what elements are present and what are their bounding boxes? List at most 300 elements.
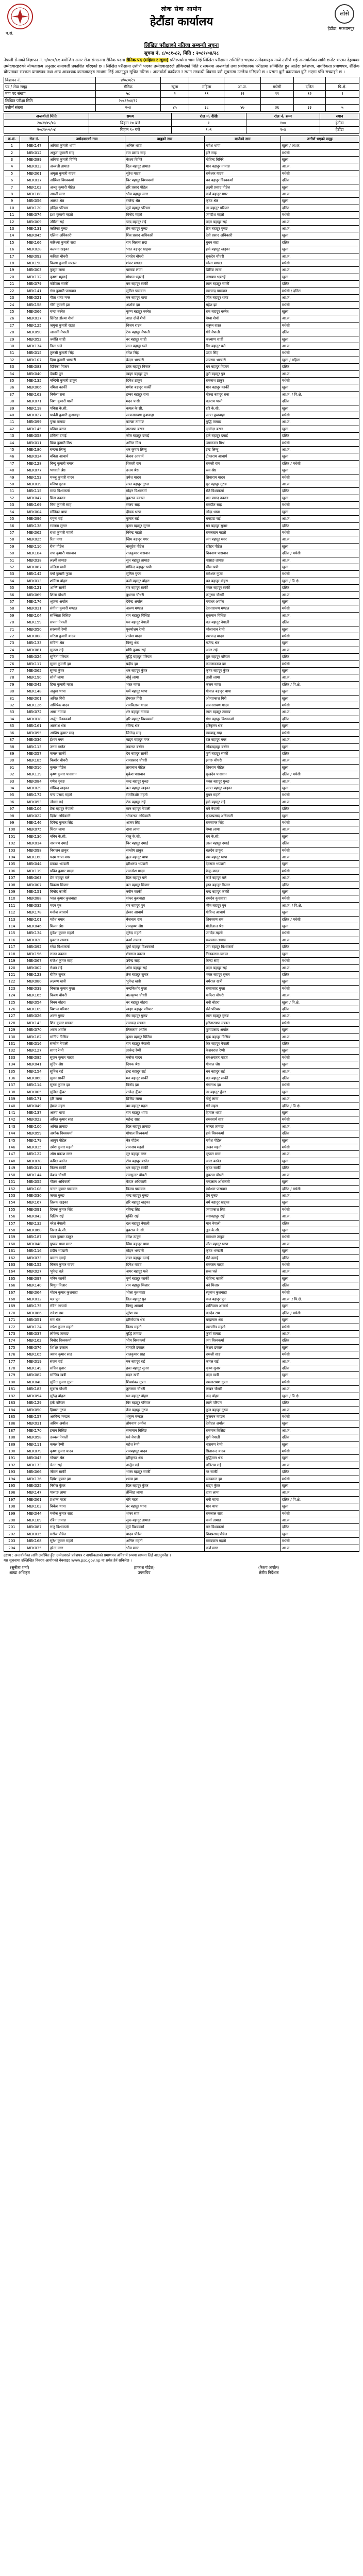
roll-cell: MEK094 [20, 1393, 48, 1399]
candidate-name-cell: अनुसा थापा [48, 688, 125, 695]
candidate-name-cell: धिरज लामा [48, 826, 125, 833]
table-row [4, 1275, 359, 1282]
grandfather-name-cell: पद्म प्रसाद ढकाल [205, 495, 281, 501]
category-cell: आ.ज. [280, 536, 359, 543]
table-row [4, 681, 359, 688]
info-cell: सैनिक [95, 83, 160, 90]
roll-cell: MEK042 [20, 681, 48, 688]
father-name-cell: मुकेश पासवान [125, 771, 205, 778]
table-row [4, 398, 359, 405]
table-row [4, 688, 359, 695]
serial-cell: 164 [4, 1268, 20, 1275]
table-row [4, 1047, 359, 1054]
father-name-cell: दिल बहादुर कुँवर [125, 1482, 205, 1489]
schedule-cell: हेटौंडा [320, 120, 359, 126]
grandfather-name-cell: हर्क बहादुर राई [205, 799, 281, 805]
table-row [4, 198, 359, 205]
schedule-cell: २०४ [246, 127, 320, 133]
roll-cell: MEK020 [20, 937, 48, 943]
candidate-name-cell: कृष्ण कुमार यादव [48, 1448, 125, 1454]
info-cell: १ [325, 91, 359, 97]
roll-cell: MEK059 [20, 1130, 48, 1137]
grandfather-name-cell: भोलानाथ रेग्मी [205, 626, 281, 633]
candidate-name-cell: दिनेश अधिकारी [48, 812, 125, 819]
table-row [4, 308, 359, 315]
category-cell: मधेसी [280, 958, 359, 964]
table-row [4, 1061, 359, 1068]
father-name-cell: उमेश यादव [125, 474, 205, 481]
candidate-name-cell: सरस्वती रेग्मी [48, 626, 125, 633]
category-cell: दलित [280, 1165, 359, 1172]
category-cell: दलित [280, 1006, 359, 1012]
grandfather-name-cell: रामनारायण गुप्ता [205, 1379, 281, 1385]
category-cell: खुला [280, 384, 359, 391]
father-name-cell: टेक बहादुर नेपाली [125, 329, 205, 336]
serial-cell: 48 [4, 467, 20, 474]
candidate-name-cell: मनिष कार्की [48, 1275, 125, 1282]
father-name-cell: कर्मा तामाङ [125, 937, 205, 943]
serial-cell: 112 [4, 909, 20, 916]
candidate-name-cell: निराजन ठाकुर [48, 847, 125, 854]
table-row [4, 1386, 359, 1393]
roll-cell: MEK075 [20, 826, 48, 833]
serial-cell: 53 [4, 502, 20, 509]
category-cell: दलित [280, 1434, 359, 1441]
candidate-name-cell: किरण कुमारी मण्डल [48, 260, 125, 267]
category-cell: मधेसी [280, 260, 359, 267]
grandfather-name-cell: सेते विश्वकर्मा [205, 488, 281, 495]
table-row [4, 916, 359, 923]
father-name-cell: शंकर मण्डल [125, 260, 205, 267]
category-cell: खुला [280, 1047, 359, 1054]
candidate-name-cell: बिजय कुमार यादव [48, 1261, 125, 1268]
serial-cell: 155 [4, 1206, 20, 1213]
candidate-name-cell: मोहन कुमार कुशवाहा [48, 1289, 125, 1296]
serial-cell: 169 [4, 1303, 20, 1310]
category-cell: खुला [280, 668, 359, 674]
table-row [4, 1192, 359, 1199]
father-name-cell: तुलाराम चौधरी [125, 1386, 205, 1393]
table-row [4, 1241, 359, 1247]
grandfather-name-cell: कर्ण बहादुर घले [205, 875, 281, 882]
grandfather-name-cell: लाले परियार [205, 1400, 281, 1406]
table-row [4, 557, 359, 564]
category-cell: खुला [280, 695, 359, 702]
grandfather-name-cell: बलिराम राई [205, 1462, 281, 1468]
serial-cell: 99 [4, 819, 20, 826]
roll-cell: MEK050 [20, 1406, 48, 1413]
table-row [4, 163, 359, 170]
category-cell: खुला [280, 1137, 359, 1144]
grandfather-name-cell: कर्ण मगर [205, 1545, 281, 1551]
father-name-cell: भरत महरा [125, 681, 205, 688]
grandfather-name-cell: रामाधार ठाकुर [205, 1234, 281, 1241]
candidate-name-cell: अस्मिता विश्वकर्मा [48, 177, 125, 184]
serial-cell: 202 [4, 1531, 20, 1537]
table-row [4, 571, 359, 578]
candidate-name-cell: आरती मगर [48, 191, 125, 198]
roll-cell: MEK104 [20, 612, 48, 619]
grandfather-name-cell: पेम्बा लामा [205, 826, 281, 833]
serial-cell: 176 [4, 1351, 20, 1358]
category-cell: खुला [280, 426, 359, 432]
table-row [4, 384, 359, 391]
serial-cell: 1 [4, 143, 20, 149]
father-name-cell: महेश रेग्मी [125, 1441, 205, 1448]
grandfather-name-cell: लाल बहादुर गुरुङ [205, 1013, 281, 1020]
nepal-emblem-icon [7, 3, 34, 30]
grandfather-name-cell: सुखदेव पासवान [205, 771, 281, 778]
roll-cell: MEK135 [20, 377, 48, 384]
candidate-name-cell: उमेश कुमार महतो [48, 1144, 125, 1151]
category-cell: मधेसी [280, 895, 359, 902]
table-row [4, 550, 359, 557]
candidate-name-cell: इशा कुमारी महतो [48, 212, 125, 218]
results-header: उम्मेदवारको नाम [48, 135, 125, 142]
serial-cell: 184 [4, 1406, 20, 1413]
schedule-row [4, 120, 359, 126]
father-name-cell: सुक बहादुर तामाङ [125, 1517, 205, 1524]
father-name-cell: उपेन्द्र साह [125, 958, 205, 964]
serial-cell: 134 [4, 1061, 20, 1068]
father-name-cell: हरि प्रसाद पौडेल [125, 184, 205, 191]
table-row [4, 578, 359, 584]
signature-right [253, 1565, 359, 1575]
candidate-name-cell: श्याम अर्याल [48, 1027, 125, 1033]
serial-cell: 193 [4, 1469, 20, 1476]
table-row [4, 660, 359, 667]
father-name-cell: रामसुन्दर चौधरी [125, 1172, 205, 1178]
category-cell: मधेसी [280, 529, 359, 536]
serial-cell: 131 [4, 1040, 20, 1047]
notice-title: लिखित परीक्षाको नतिजा सम्बन्धी सूचना [144, 43, 219, 48]
grandfather-name-cell: गणेश पौडेल [205, 1137, 281, 1144]
category-cell: खुला [280, 598, 359, 605]
roll-cell: MEK150 [20, 260, 48, 267]
father-name-cell: अमर बहादुर घले [125, 1268, 205, 1275]
info-label: पद / सेवा समूह [4, 83, 96, 90]
table-row [4, 1413, 359, 1420]
info-cell: ५८ [95, 91, 160, 97]
info-cell: १२ [293, 91, 325, 97]
table-row [4, 1227, 359, 1233]
table-row [4, 1331, 359, 1337]
notice-body-text-2: प्रतिस्पर्धामा भाग लिई लिखित परीक्षामा सम्मिलित भएका उम्मेदवारहरु मध्ये उत्तीर्ण भई अन्तर्वार्ताका लागि छनोट भएका देहायका उम्मेदवारहरुको योग्यताक्रम अनुसार नामावली प्रकाशित गरिएको छ । लिखित परीक्षामा उत्तीर्ण भएका उम्मेदवारहरुले तोकिएको मिति र समयमा अन्तर्वार्ता तथा प्रयोगात्मक परीक्षामा सम्मिलित हुन आउँदा प्रवेशपत्र, नागरिकता प्रमाणपत्र, शैक्षिक योग्यताका सक्कल प्रमाणपत्र तथा अन्य आवश्यक कागजातहरु साथमा लिई आउनुहुन सूचित गरिन्छ । अन्तर्वार्ता कार्यक्रम र स्थान सम्बन्धी विवरण यसै सूचनामा उल्लेख गरिएको छ । यसमा कुनै कारणवश त्रुटि भएमा पछि सच्याइने छ । [4, 58, 359, 74]
table-row [4, 1337, 359, 1344]
category-cell: मधेसी [280, 149, 359, 156]
roll-cell: MEK190 [20, 674, 48, 681]
table-row [4, 647, 359, 653]
candidate-name-cell: प्रिया कुमारी मिश्र [48, 439, 125, 446]
father-name-cell: बुद्धि तामाङ [125, 1331, 205, 1337]
candidate-name-cell: रुपेश कुमार महतो [48, 1324, 125, 1330]
candidate-name-cell: अमर तामाङ [48, 709, 125, 716]
table-row [4, 923, 359, 930]
roll-cell: MEK012 [20, 149, 48, 156]
serial-cell: 137 [4, 1082, 20, 1089]
serial-cell: 81 [4, 695, 20, 702]
table-row [4, 1006, 359, 1012]
category-cell: मधेसी [280, 1448, 359, 1454]
father-name-cell: बिर बहादुर परियार [125, 1400, 205, 1406]
table-row [4, 1013, 359, 1020]
roll-cell: MEK032 [20, 902, 48, 909]
serial-cell: 29 [4, 336, 20, 343]
table-row [4, 1199, 359, 1206]
father-name-cell: बम बहादुर महरा [125, 1103, 205, 1109]
father-name-cell: हस्त बहादुर मिजार [125, 364, 205, 370]
category-cell: आ.ज. [280, 1427, 359, 1434]
candidate-name-cell: ओम प्रकाश मगर [48, 1151, 125, 1158]
candidate-name-cell: आस्था श्रेष्ठ [48, 198, 125, 205]
table-row [4, 1489, 359, 1496]
roll-cell: MEK076 [20, 1344, 48, 1351]
candidate-name-cell: हिमा कुमारी महरा [48, 681, 125, 688]
serial-cell: 44 [4, 439, 20, 446]
candidate-name-cell: रिता मगर [48, 536, 125, 543]
candidate-name-cell: करिश्मा कुमारी सदा [48, 239, 125, 246]
grandfather-name-cell: कृष्ण सुनार [205, 1365, 281, 1372]
table-row [4, 1324, 359, 1330]
father-name-cell: कुमार राई [125, 516, 205, 522]
category-cell: मधेसी [280, 1476, 359, 1482]
candidate-name-cell: जानकी नेपाली [48, 329, 125, 336]
roll-cell: MEK185 [20, 757, 48, 764]
grandfather-name-cell: हर्क विश्वकर्मा [205, 1130, 281, 1137]
category-cell: खुला [280, 232, 359, 239]
grandfather-name-cell: उमाकान्त मिश्र [205, 439, 281, 446]
serial-cell: 158 [4, 1227, 20, 1233]
category-cell: दलित [280, 750, 359, 757]
table-row [4, 1110, 359, 1116]
father-name-cell: इन्द्र बहादुर राई [125, 1068, 205, 1075]
serial-cell: 100 [4, 826, 20, 833]
grandfather-name-cell: बल बहादुर नेपाली [205, 619, 281, 626]
grandfather-name-cell: जंग विश्वकर्मा [205, 1337, 281, 1344]
candidate-name-cell: मञ्जु कुमारी यादव [48, 474, 125, 481]
father-name-cell: ईश्वर आचार्य [125, 909, 205, 916]
father-name-cell: रामबहादुर यादव [125, 1448, 205, 1454]
candidate-name-cell: सरिता कुमारी यादव [48, 633, 125, 640]
candidate-name-cell: शिला चौधरी [48, 591, 125, 598]
table-row [4, 1455, 359, 1462]
father-name-cell: खड्ग बहादुर मगर [125, 737, 205, 743]
candidate-name-cell: सुरज कुमार झा [48, 1082, 125, 1089]
info-cell: २०४ [95, 105, 160, 111]
candidate-name-cell: निशा कुमारी पासी [48, 398, 125, 405]
father-name-cell: दिल बहादुर तामाङ [125, 1123, 205, 1130]
father-name-cell: मेघ बहादुर गुरुङ [125, 1013, 205, 1020]
candidate-name-cell: कविता चौधरी [48, 253, 125, 260]
serial-cell: 39 [4, 405, 20, 412]
table-row [4, 1144, 359, 1151]
father-name-cell: सुन बहादुर तामाङ [125, 557, 205, 564]
info-cell [160, 97, 189, 104]
category-cell: दलित [280, 619, 359, 626]
candidate-name-cell: कल्पना खड्का [48, 246, 125, 253]
grandfather-name-cell: नारायण रेग्मी [205, 1441, 281, 1448]
table-row [4, 640, 359, 647]
serial-cell: 113 [4, 916, 20, 923]
candidate-name-cell: अजय थापा [48, 1110, 125, 1116]
serial-cell: 181 [4, 1386, 20, 1393]
roll-cell: MEK136 [20, 1476, 48, 1482]
candidate-name-cell: सचिन सुनार [48, 1365, 125, 1372]
grandfather-name-cell: राममान घिसिङ [205, 1427, 281, 1434]
father-name-cell: राजेश यादव [125, 633, 205, 640]
roll-cell: MEK013 [20, 578, 48, 584]
father-name-cell: दावा लामा [125, 826, 205, 833]
category-cell: मधेसी [280, 985, 359, 992]
father-name-cell: तेज बहादुर गुरुङ [125, 1406, 205, 1413]
father-name-cell: मोहन विश्वकर्मा [125, 488, 205, 495]
roll-cell: MEK092 [20, 944, 48, 951]
category-cell: आ.ज. [280, 343, 359, 349]
serial-cell: 66 [4, 591, 20, 598]
serial-cell: 122 [4, 978, 20, 985]
serial-cell: 140 [4, 1103, 20, 1109]
grandfather-name-cell: भक्त बहादुर गुरुङ [205, 778, 281, 785]
serial-cell: 78 [4, 674, 20, 681]
roll-cell: MEK173 [20, 1462, 48, 1468]
table-row [4, 281, 359, 287]
table-row [4, 467, 359, 474]
grandfather-name-cell: राम बहादुर बस्नेत [205, 308, 281, 315]
father-name-cell: कृष्ण बहादुर सुनार [125, 522, 205, 529]
father-name-cell: उत्तम श्रेष्ठ [125, 467, 205, 474]
roll-cell: MEK077 [20, 467, 48, 474]
candidate-name-cell: प्रमिला दमाई [48, 433, 125, 439]
category-cell: मधेसी [280, 1082, 359, 1089]
serial-cell: 117 [4, 944, 20, 951]
father-name-cell: गोपाल विश्वकर्मा [125, 1130, 205, 1137]
candidate-name-cell: अपिल गिरी [48, 695, 125, 702]
candidate-name-cell: प्रदीप भण्डारी [48, 1248, 125, 1255]
grandfather-name-cell: बुद्धिमान श्रेष्ठ [205, 1455, 281, 1462]
candidate-name-cell: दिपक कुमार सिंह [48, 1206, 125, 1213]
roll-cell: MEK118 [20, 405, 48, 412]
father-name-cell: शिव प्रसाद अधिकारी [125, 232, 205, 239]
roll-cell: MEK028 [20, 246, 48, 253]
father-name-cell: यादव पौडेल [125, 1531, 205, 1537]
roll-cell: MEK019 [20, 1358, 48, 1365]
roll-cell: MEK015 [20, 1531, 48, 1537]
father-name-cell: रण बहादुर पुन [125, 902, 205, 909]
candidate-name-cell: बिन्दु कुमारी चमार [48, 460, 125, 467]
grandfather-name-cell: बुधराम चौधरी [205, 1172, 281, 1178]
candidate-name-cell: हिमाल गुरुङ [48, 1406, 125, 1413]
candidate-name-cell: किशोर चौधरी [48, 757, 125, 764]
candidate-name-cell: चेतन राई [48, 1462, 125, 1468]
serial-cell: 37 [4, 391, 20, 398]
category-cell: खुला [280, 495, 359, 501]
father-name-cell: रामनाथ महतो [125, 1144, 205, 1151]
table-row [4, 633, 359, 640]
grandfather-name-cell: हरिकृष्ण श्रेष्ठ [205, 723, 281, 730]
grandfather-name-cell: पुर्ण बहादुर सार्की [205, 750, 281, 757]
father-name-cell: लाल बहादुर गुरुङ [125, 481, 205, 488]
serial-cell: 94 [4, 785, 20, 791]
schedule-cell: २०८१/०५/०३ [4, 120, 89, 126]
serial-cell: 165 [4, 1275, 20, 1282]
grandfather-name-cell: मान बहादुर कार्की [205, 384, 281, 391]
category-cell: आ.ज. [280, 447, 359, 453]
father-name-cell: दिनेश ठाकुर [125, 377, 205, 384]
father-name-cell: पुर्ण बहादुर कार्की [125, 1275, 205, 1282]
advertisement-info-table [4, 77, 359, 112]
results-header: रोल नं. [20, 135, 48, 142]
table-row [4, 177, 359, 184]
category-cell: मधेसी [280, 412, 359, 419]
table-row [4, 1289, 359, 1296]
signature-center [128, 1565, 235, 1575]
father-name-cell: सुनिल गुप्ता [125, 571, 205, 578]
serial-cell: 89 [4, 750, 20, 757]
roll-cell: MEK122 [20, 1151, 48, 1158]
grandfather-name-cell: धनी बोहरा [205, 999, 281, 1006]
category-cell: दलित [280, 398, 359, 405]
category-cell: खुला [280, 743, 359, 750]
candidate-name-cell: बन्दना लिम्बु [48, 447, 125, 453]
father-name-cell: सुर्य बहादुर परियार [125, 205, 205, 211]
roll-cell: MEK100 [20, 1123, 48, 1130]
schedule-cell: १०१ [172, 127, 246, 133]
father-name-cell: खिम बहादुर थापा [125, 1241, 205, 1247]
category-cell: मधेसी [280, 847, 359, 854]
table-row [4, 889, 359, 895]
category-cell: खुला [280, 274, 359, 280]
table-row [4, 536, 359, 543]
father-name-cell: बासुदेव पौडेल [125, 543, 205, 550]
roll-cell: MEK171 [20, 1096, 48, 1103]
roll-cell: MEK040 [20, 370, 48, 377]
table-row [4, 474, 359, 481]
grandfather-name-cell: गोविन्द कार्की [205, 1275, 281, 1282]
grandfather-name-cell: पदम बहादुर राई [205, 964, 281, 971]
category-cell: मधेसी [280, 474, 359, 481]
father-name-cell: अर्जुन राई [125, 1462, 205, 1468]
serial-cell: 197 [4, 1496, 20, 1503]
candidate-name-cell: विशाल परियार [48, 1006, 125, 1012]
serial-cell: 123 [4, 985, 20, 992]
roll-cell: MEK161 [20, 723, 48, 730]
serial-cell: 20 [4, 274, 20, 280]
category-cell: आ.ज. [280, 481, 359, 488]
table-row [4, 1420, 359, 1427]
category-cell: आ.ज. [280, 964, 359, 971]
roll-cell: MEK085 [20, 1054, 48, 1061]
roll-cell: MEK009 [20, 218, 48, 225]
table-row [4, 149, 359, 156]
serial-cell: 67 [4, 598, 20, 605]
roll-cell: MEK034 [20, 453, 48, 460]
father-name-cell: मुक्ति राई [125, 1213, 205, 1220]
serial-cell: 192 [4, 1462, 20, 1468]
category-cell: आ.ज. [280, 191, 359, 198]
roll-cell: MEK156 [20, 951, 48, 957]
table-row [4, 674, 359, 681]
roll-cell: MEK061 [20, 170, 48, 177]
roll-cell: MEK167 [20, 1199, 48, 1206]
table-row [4, 1130, 359, 1137]
roll-cell: MEK044 [20, 1510, 48, 1517]
serial-cell: 17 [4, 253, 20, 260]
father-name-cell: सुरेश राम [125, 1310, 205, 1316]
category-cell: आ.ज. [280, 757, 359, 764]
roll-cell: MEK003 [20, 267, 48, 274]
serial-cell: 72 [4, 633, 20, 640]
table-row [4, 723, 359, 730]
